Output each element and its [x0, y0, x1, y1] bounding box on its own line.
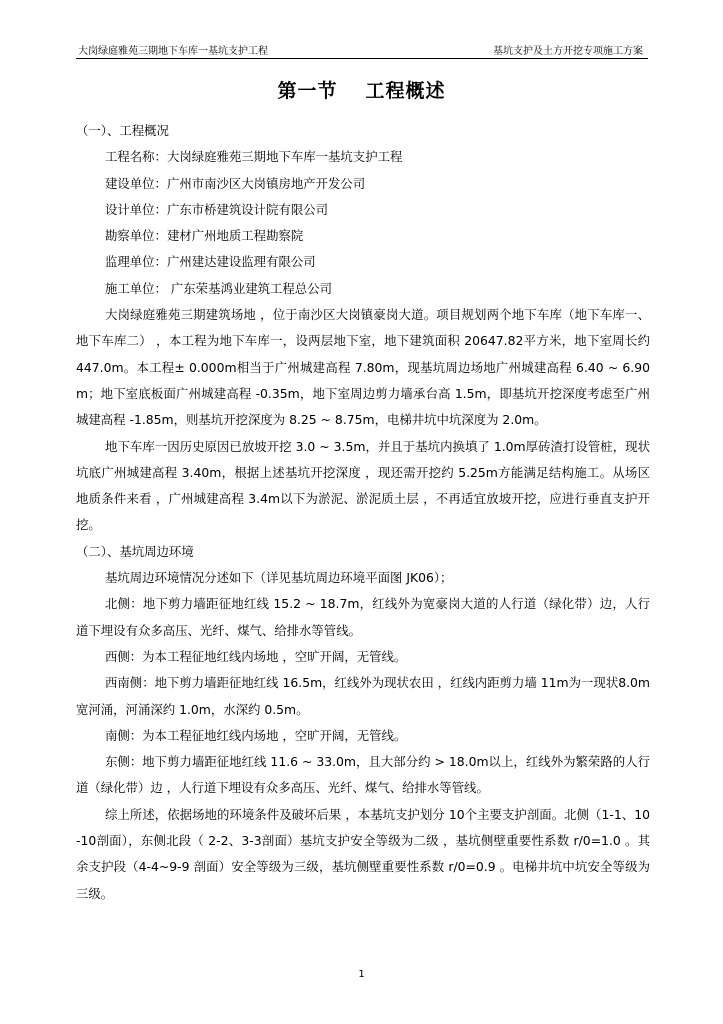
document-body: [76, 118, 650, 907]
section-heading-overview: （一）、工程概况: [76, 123, 169, 138]
paragraph-north-side: 北侧：地下剪力墙距征地红线 15.2 ~ 18.7m，红线外为宽豪岗大道的人行道（绿化带）边，人行道下埋设有众多高压、光纤、煤气、给排水等管线。: [76, 596, 650, 638]
info-supervisor: 监理单位：广州建达建设监理有限公司: [105, 254, 316, 270]
paragraph-south-side: 南侧：为本工程征地红线内场地 ，空旷开阔，无管线。: [105, 727, 407, 743]
page-number: 1: [358, 969, 365, 980]
paragraph-west-side: 西侧：为本工程征地红线内场地 ，空旷开阔，无管线。: [105, 648, 407, 664]
info-surveyor: 勘察单位：建材广州地质工程勘察院: [105, 228, 304, 244]
paragraph-east-side: 东侧：地下剪力墙距征地红线 11.6 ~ 33.0m，且大部分约 > 18.0m以上，红线外为繁荣路的人行道（绿化带）边 ，人行道下埋设有众多高压、光纤、煤气、给排水等管线。: [76, 754, 650, 796]
paragraph-surroundings-intro: 基坑周边环境情况分述如下（详见基坑周边环境平面图 JK06）；: [105, 570, 453, 586]
header-right: 基坑支护及土方开挖专项施工方案: [493, 46, 643, 57]
info-designer: 设计单位：广东市桥建筑设计院有限公司: [105, 201, 329, 217]
section-name: 工程概述: [365, 80, 446, 102]
header-left: 大岗绿庭雅苑三期地下车库一基坑支护工程: [78, 46, 268, 57]
section-heading-surroundings: （二）、基坑周边环境: [76, 543, 194, 559]
paragraph-southwest-side: 西南侧：地下剪力墙距征地红线 16.5m，红线外为现状农田 ，红线内距剪力墙 11m为一现状8.0m宽河涌，河涌深约 1.0m，水深约 0.5m。: [76, 675, 650, 717]
info-project-name: 工程名称：大岗绿庭雅苑三期地下车库一基坑支护工程: [105, 149, 403, 165]
paragraph-excavation-history: 地下车库一因历史原因已放坡开挖 3.0 ~ 3.5m，并且于基坑内换填了 1.0m厚砖渣打设管桩，现状坑底广州城建高程 3.40m，根据上述基坑开挖深度 ，现还需开挖约 5.25m方能满足结构施工。从场区地质条件来看 ，广州城建高程 3.4m以下为淤泥、淤泥质土层 ，不再适宜放坡开挖，应进行垂直支护开挖。: [76, 438, 650, 533]
info-contractor: 施工单位： 广东荣基鸿业建筑工程总公司: [105, 280, 332, 296]
info-client: 建设单位：广州市南沙区大岗镇房地产开发公司: [105, 175, 366, 191]
paragraph-summary: 综上所述，依据场地的环境条件及破坏后果 ，本基坑支护划分 10个主要支护剖面。北侧（1-1、10-10剖面），东侧北段（ 2-2、3-3剖面）基坑支护安全等级为二级 ，基坑侧壁重要性系数 r/0=1.0 。其余支护段（4-4~9-9 剖面）安全等级为三级，基坑侧壁重要性系数 r/0=0.9 。电梯井坑中坑安全等级为三级。: [76, 806, 650, 901]
header-divider: [76, 58, 648, 59]
page-title: [0, 76, 723, 103]
section-number: 第一节: [277, 80, 338, 102]
paragraph-site-description: 大岗绿庭雅苑三期建筑场地 ，位于南沙区大岗镇豪岗大道。项目规划两个地下车库（地下车库一、地下车库二） ，本工程为地下车库一，设两层地下室，地下建筑面积 20647.82平方米，地下室周长约 447.0m。本工程± 0.000m相当于广州城建高程 7.80m，现基坑周边场地广州城建高程 6.40 ~ 6.90m；地下室底板面广州城建高程 -0.35m，地下室周边剪力墙承台高 1.5m，即基坑开挖深度考虑至广州城建高程 -1.85m，则基坑开挖深度为 8.25 ~ 8.75m，电梯井坑中坑深度为 2.0m。: [76, 307, 650, 428]
